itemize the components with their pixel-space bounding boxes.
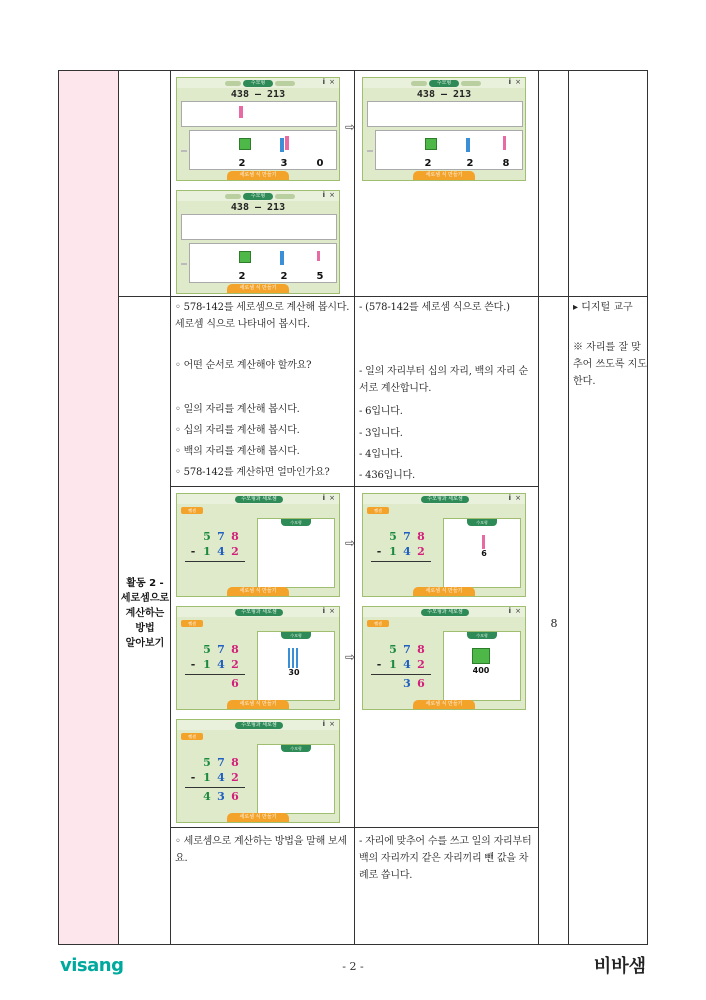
- block-model-screenshot-2: 수모형 i × 438 — 213 2 2 8 세로셈 식 만들기: [362, 77, 526, 181]
- bibasam-logo: 비바샘: [593, 956, 646, 977]
- tab-block-vertical[interactable]: 수모형과 세로셈: [235, 496, 283, 503]
- tab-block-vertical[interactable]: 수모형과 세로셈: [235, 722, 283, 729]
- row-divider: [119, 296, 647, 297]
- arrow-right-icon: ⇨: [345, 650, 356, 664]
- info-icon[interactable]: i: [508, 494, 511, 502]
- close-icon[interactable]: ×: [329, 78, 335, 86]
- student-answer-3: - 6입니다.: [359, 406, 403, 417]
- arrow-right-icon: ⇨: [345, 120, 356, 134]
- teacher-question-6: ◦ 578-142를 계산하면 얼마인가요?: [175, 467, 330, 478]
- activity-label: 활동 2 - 세로셈으로 계산하는 방법 알아보기: [120, 578, 170, 649]
- tab-block-vertical[interactable]: 수모형과 세로셈: [421, 496, 469, 503]
- close-icon[interactable]: ×: [329, 720, 335, 728]
- close-icon[interactable]: ×: [329, 607, 335, 615]
- student-answer-4: - 3입니다.: [359, 428, 403, 439]
- make-expression-button[interactable]: 세로셈 식 만들기: [227, 587, 289, 596]
- vertical-subtraction-screenshot-3: 수모형과 세로셈 i × 뺄셈 5 7 8 - 1 4 2 6 수모형 30 세로셈 식 만들기: [176, 606, 340, 710]
- student-answer-2: - 일의 자리부터 십의 자리, 백의 자리 순서로 계산합니다.: [359, 366, 528, 394]
- make-expression-button[interactable]: 세로셈 식 만들기: [227, 813, 289, 822]
- tab-block-vertical[interactable]: 수모형과 세로셈: [421, 609, 469, 616]
- make-expression-button[interactable]: 세로셈 식 만들기: [413, 171, 475, 180]
- info-icon[interactable]: i: [322, 191, 325, 199]
- student-answer-7: - 자리에 맞추어 수를 쓰고 일의 자리부터 백의 자리까지 같은 자리끼리 뺀 값을 차례로 씁니다.: [359, 836, 532, 881]
- info-icon[interactable]: i: [322, 607, 325, 615]
- teacher-question-5: ◦ 백의 자리를 계산해 봅시다.: [175, 446, 300, 457]
- make-expression-button[interactable]: 세로셈 식 만들기: [227, 284, 289, 293]
- block-model-board: 수모형 30: [257, 631, 335, 701]
- info-icon[interactable]: i: [322, 720, 325, 728]
- subtraction-badge: 뺄셈: [181, 507, 203, 514]
- block-model-board: 수모형: [257, 744, 335, 814]
- student-answer-5: - 4입니다.: [359, 449, 403, 460]
- make-expression-button[interactable]: 세로셈 식 만들기: [413, 700, 475, 709]
- row-divider: [171, 486, 539, 487]
- make-expression-button[interactable]: 세로셈 식 만들기: [227, 171, 289, 180]
- block-model-board: 수모형 6: [443, 518, 521, 588]
- expression: 438 — 213: [230, 202, 286, 213]
- expression: 438 — 213: [416, 89, 472, 100]
- make-expression-button[interactable]: 세로셈 식 만들기: [227, 700, 289, 709]
- teacher-question-2: ◦ 어떤 순서로 계산해야 할까요?: [175, 360, 312, 371]
- info-icon[interactable]: i: [508, 78, 511, 86]
- page-number: - 2 -: [342, 960, 364, 973]
- vertical-subtraction-screenshot-1: 수모형과 세로셈 i × 뺄셈 5 7 8 - 1 4 2 수모형 세로셈 식 만들기: [176, 493, 340, 597]
- block-model-board: 수모형: [257, 518, 335, 588]
- info-icon[interactable]: i: [322, 494, 325, 502]
- note-guidance: ※ 자리를 잘 맞추어 쓰도록 지도한다.: [573, 342, 647, 387]
- student-answer-6: - 436입니다.: [359, 470, 416, 481]
- arrow-right-icon: ⇨: [345, 536, 356, 550]
- block-model-screenshot-1: 수모형 i × 438 — 213 2 3 0 세로셈 식 만들기: [176, 77, 340, 181]
- subtraction-badge: 뺄셈: [367, 507, 389, 514]
- teacher-question-1: ◦ 578-142를 세로셈으로 계산해 봅시다. 세로셈 식으로 나타내어 봅시다.: [175, 302, 350, 330]
- vertical-subtraction-screenshot-5: 수모형과 세로셈 i × 뺄셈 5 7 8 - 1 4 2 4 3 6 수모형 세로셈 식 만들기: [176, 719, 340, 823]
- info-icon[interactable]: i: [322, 78, 325, 86]
- vertical-subtraction-screenshot-4: 수모형과 세로셈 i × 뺄셈 5 7 8 - 1 4 2 3 6 수모형 400 세로셈 식 만들기: [362, 606, 526, 710]
- minuend-board: [181, 214, 337, 240]
- teacher-question-3: ◦ 일의 자리를 계산해 봅시다.: [175, 404, 300, 415]
- vertical-subtraction-screenshot-2: 수모형과 세로셈 i × 뺄셈 5 7 8 - 1 4 2 수모형 6 세로셈 식 만들기: [362, 493, 526, 597]
- student-answer-1: - (578-142를 세로셈 식으로 쓴다.): [359, 302, 510, 313]
- tab-block-model[interactable]: 수모형: [243, 193, 273, 200]
- time-value: 8: [550, 617, 558, 630]
- expression: 438 — 213: [230, 89, 286, 100]
- close-icon[interactable]: ×: [515, 494, 521, 502]
- time-column: [539, 71, 569, 944]
- row-divider: [171, 827, 539, 828]
- tab-block-model[interactable]: 수모형: [243, 80, 273, 87]
- subtraction-badge: 뺄셈: [181, 620, 203, 627]
- visang-logo: visang: [60, 955, 124, 976]
- teacher-question-4: ◦ 십의 자리를 계산해 봅시다.: [175, 425, 300, 436]
- lesson-table: [58, 70, 648, 945]
- minuend-board: [181, 101, 337, 127]
- activity-column: [119, 71, 171, 944]
- tab-block-vertical[interactable]: 수모형과 세로셈: [235, 609, 283, 616]
- block-model-screenshot-3: 수모형 i × 438 — 213 2 2 5 세로셈 식 만들기: [176, 190, 340, 294]
- info-icon[interactable]: i: [508, 607, 511, 615]
- note-digital-tool: ▸ 디지털 교구: [573, 302, 633, 313]
- subtraction-badge: 뺄셈: [181, 733, 203, 740]
- tab-block-model[interactable]: 수모형: [429, 80, 459, 87]
- close-icon[interactable]: ×: [515, 607, 521, 615]
- close-icon[interactable]: ×: [329, 191, 335, 199]
- section-column: [59, 71, 119, 944]
- close-icon[interactable]: ×: [329, 494, 335, 502]
- block-model-board: 수모형 400: [443, 631, 521, 701]
- teacher-question-7: ◦ 세로셈으로 계산하는 방법을 말해 보세요.: [175, 836, 347, 864]
- make-expression-button[interactable]: 세로셈 식 만들기: [413, 587, 475, 596]
- subtraction-badge: 뺄셈: [367, 620, 389, 627]
- close-icon[interactable]: ×: [515, 78, 521, 86]
- minuend-board: [367, 101, 523, 127]
